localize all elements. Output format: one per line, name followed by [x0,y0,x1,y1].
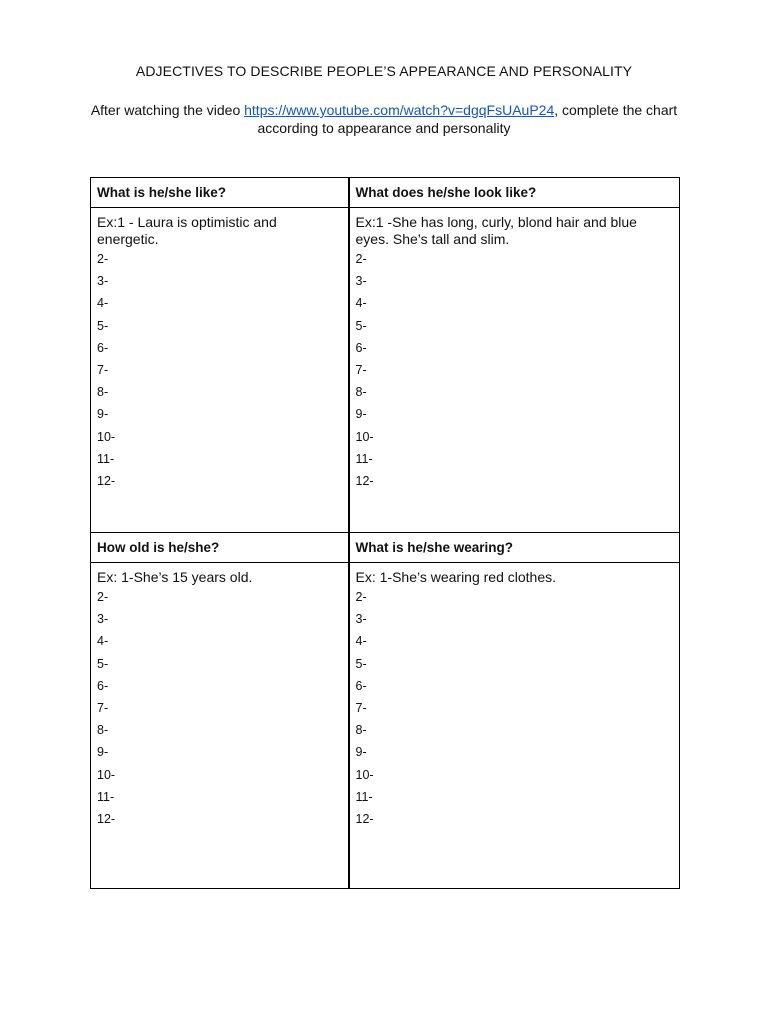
answer-line-number: 4- [97,634,109,649]
appearance-example: Ex:1 -She has long, curly, blond hair and blue eyes. She’s tall and slim. [355,214,637,247]
answer-line-number: 5- [97,318,109,333]
answer-line-number: 2- [355,252,367,266]
answer-line-number: 4- [355,634,367,649]
appearance-answer-list [356,248,674,492]
answer-chart [90,177,680,889]
answer-line-number: 6- [97,678,109,693]
answer-line-number: 3- [97,274,109,289]
answer-line-number: 10- [355,767,374,782]
answer-line-number: 5- [97,656,109,671]
answer-line-number: 9- [97,407,109,422]
answer-line-number: 12- [97,811,116,826]
age-answer-list [97,586,342,830]
answer-line-number: 11- [355,451,373,466]
answer-line-number: 10- [97,429,116,444]
answer-line-number: 12- [97,473,116,488]
age-answer-cell[interactable] [91,563,349,889]
answer-line-number: 6- [355,678,367,693]
clothes-example: Ex: 1-She’s wearing red clothes. [355,569,557,585]
answer-line-number: 3- [355,274,367,289]
answer-line-number: 9- [355,745,367,760]
clothes-answer-list [356,586,674,830]
answer-line-number: 4- [97,296,109,311]
answer-line-number: 6- [97,340,109,355]
answer-line-number: 8- [97,723,109,738]
answer-line-number: 12- [355,811,374,826]
answer-line-number: 9- [355,407,367,422]
appearance-header: What does he/she look like? [349,178,680,208]
answer-line-number: 5- [355,318,367,333]
age-example: Ex: 1-She’s 15 years old. [97,569,253,585]
answer-line-number: 3- [355,612,367,627]
clothes-answer-cell[interactable] [349,563,680,889]
personality-header: What is he/she like? [91,178,349,208]
instructions-prefix: After watching the video [90,102,245,118]
answer-line-number: 8- [355,385,367,400]
answer-line-number: 5- [355,656,367,671]
age-header: How old is he/she? [91,533,349,563]
personality-answer-cell[interactable] [91,208,349,533]
answer-line-number: 6- [355,340,367,355]
answer-line-number: 8- [97,385,109,400]
answer-line-number: 2- [355,590,367,604]
appearance-answer-cell[interactable] [349,208,680,533]
personality-example: Ex:1 - Laura is optimistic and energetic. [97,214,277,247]
answer-line-number: 11- [97,451,115,466]
clothes-header: What is he/she wearing? [349,533,680,563]
answer-line-number: 2- [97,252,109,266]
document-title: ADJECTIVES TO DESCRIBE PEOPLE’S APPEARANCE AND PERSONALITY [135,63,633,79]
instructions-text [80,101,688,137]
answer-line-number: 11- [355,789,373,804]
answer-line-number: 12- [355,473,374,488]
answer-line-number: 10- [355,429,374,444]
answer-line-number: 2- [97,590,109,604]
answer-line-number: 7- [355,700,367,715]
personality-answer-list [97,248,342,492]
answer-line-number: 11- [97,789,115,804]
answer-line-number: 4- [355,296,367,311]
answer-line-number: 10- [97,767,116,782]
answer-line-number: 3- [97,612,109,627]
answer-line-number: 9- [97,745,109,760]
answer-line-number: 7- [97,700,109,715]
instructions-suffix: , complete the chart according to appearance and personality [257,102,678,136]
answer-line-number: 7- [97,362,109,377]
video-link[interactable]: https://www.youtube.com/watch?v=dgqFsUAuP24 [244,102,555,118]
answer-line-number: 8- [355,723,367,738]
answer-line-number: 7- [355,362,367,377]
